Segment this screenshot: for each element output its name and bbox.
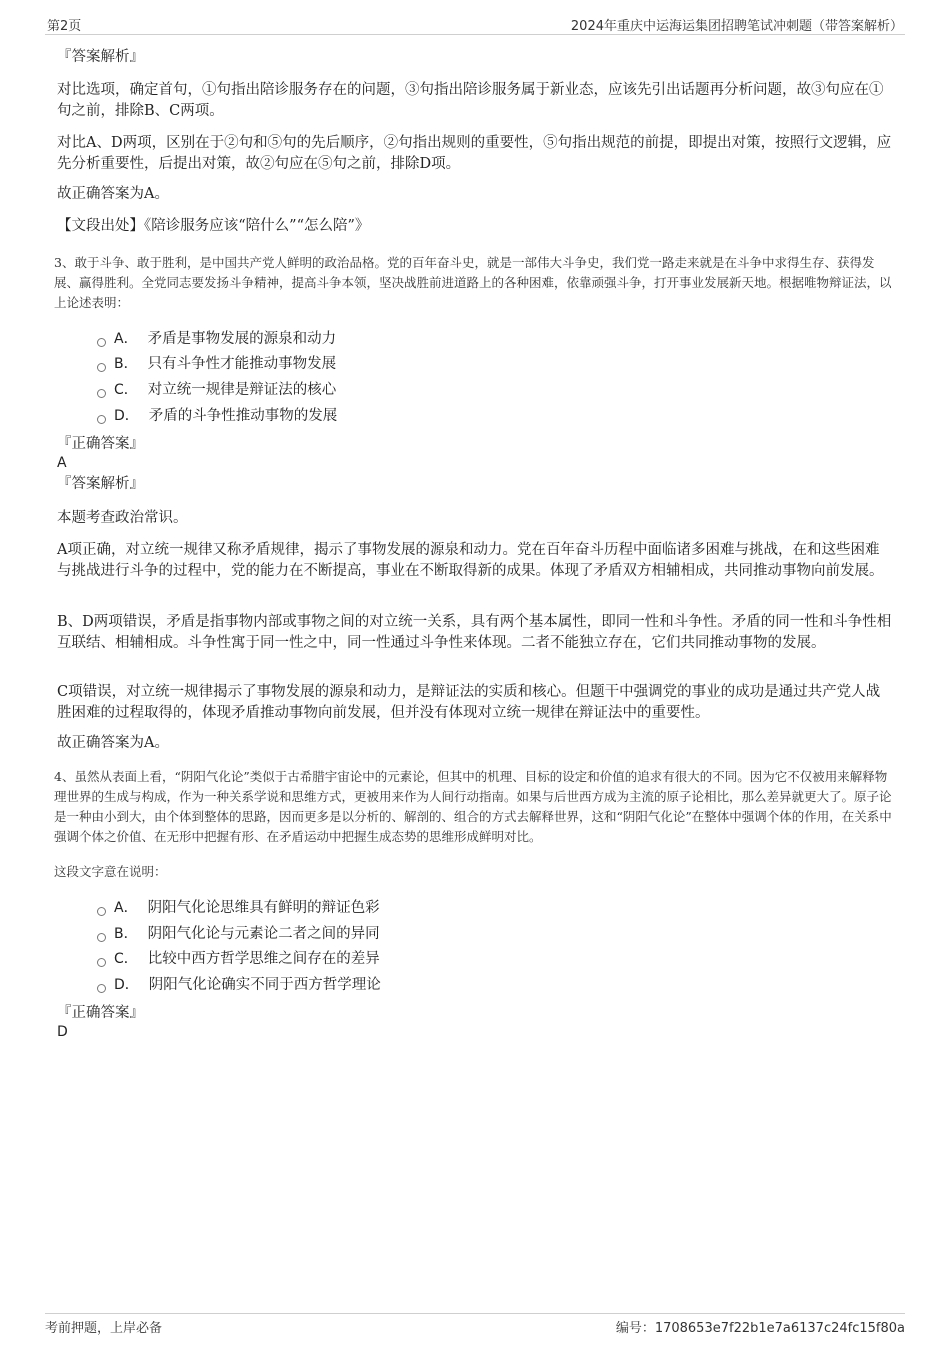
q2-analysis-para-2: 对比A、D两项，区别在于②句和⑤句的先后顺序，②句指出规则的重要性，⑤句指出规范的前提，即提出对策，按照行文逻辑，应先分析重要性，后提出对策，故②句应在⑤句之前，排除D项。: [57, 135, 892, 172]
q3-option-b[interactable]: B． 只有斗争性才能推动事物发展: [97, 353, 336, 375]
q4-stem: 4、虽然从表面上看，“阴阳气化论”类似于古希腊宇宙论中的元素论，但其中的机理、目标的设定和价值的追求有很大的不同。因为它不仅被用来解释物理世界的生成与构成，作为一种关系学说和思维方式，更被用来作为人间行动指南。如果与后世西方成为主流的原子论相比，那么差异就更大了。原子论是一种由小到大，由个体到整体的思路，因而更多是以分析的、解剖的、组合的方式去解释世界，这和“阴阳气化论”在整体中强调个体的作用，在关系中强调个体之价值、在无形中把握有形、在矛盾运动中把握生成态势的思维形成鲜明对比。: [54, 769, 892, 844]
q3-option-c[interactable]: C． 对立统一规律是辩证法的核心: [97, 379, 336, 401]
q3-stem: 3、敢于斗争、敢于胜利，是中国共产党人鲜明的政治品格。党的百年奋斗史，就是一部伟大斗争史，我们党一路走来就是在斗争中求得生存、获得发展、赢得胜利。全党同志要发扬斗争精神，提高斗争本领，坚决战胜前进道路上的各种困难，依靠顽强斗争，打开事业发展新天地。根据唯物辩证法，以上论述表明：: [54, 255, 892, 310]
q4-option-a[interactable]: A． 阴阳气化论思维具有鲜明的辩证色彩: [97, 897, 380, 919]
q4-option-b[interactable]: B． 阴阳气化论与元素论二者之间的异同: [97, 923, 380, 945]
page-number: 第2页: [47, 19, 82, 34]
option-text: 对立统一规律是辩证法的核心: [147, 382, 337, 398]
q2-analysis-para-1: 对比选项，确定首句，①句指出陪诊服务存在的问题，③句指出陪诊服务属于新业态，应该先引出话题再分析问题，故③句应在①句之前，排除B、C两项。: [57, 82, 884, 119]
footer-slogan: 考前押题，上岸必备: [45, 1321, 163, 1336]
radio-button-icon[interactable]: [97, 415, 106, 424]
option-text: 阴阳气化论与元素论二者之间的异同: [147, 926, 380, 942]
option-text: 矛盾是事物发展的源泉和动力: [147, 331, 337, 347]
option-text: 阴阳气化论确实不同于西方哲学理论: [148, 977, 381, 993]
radio-button-icon[interactable]: [97, 958, 106, 967]
radio-button-icon[interactable]: [97, 933, 106, 942]
q3-option-a[interactable]: A． 矛盾是事物发展的源泉和动力: [97, 328, 336, 350]
q4-option-c[interactable]: C． 比较中西方哲学思维之间存在的差异: [97, 948, 380, 970]
radio-button-icon[interactable]: [97, 389, 106, 398]
q3-analysis-p3: B、D两项错误，矛盾是指事物内部或事物之间的对立统一关系，具有两个基本属性，即同一性和斗争性。矛盾的同一性和斗争性相互联结、相辅相成。斗争性寓于同一性之中，同一性通过斗争性来体现。二者不能独立存在，它们共同推动事物的发展。: [57, 614, 892, 651]
q3-conclusion: 故正确答案为A。: [57, 735, 169, 751]
option-text: 矛盾的斗争性推动事物的发展: [148, 408, 338, 424]
document-title: 2024年重庆中运海运集团招聘笔试冲刺题（带答案解析）: [570, 19, 903, 34]
q2-conclusion: 故正确答案为A。: [57, 186, 169, 202]
option-text: 阴阳气化论思维具有鲜明的辩证色彩: [147, 900, 380, 916]
radio-button-icon[interactable]: [97, 338, 106, 347]
q2-source: 【文段出处】《陪诊服务应该“陪什么”“怎么陪”》: [57, 218, 370, 234]
q3-answer: A: [57, 455, 67, 471]
q3-analysis-p4: C项错误，对立统一规律揭示了事物发展的源泉和动力，是辩证法的实质和核心。但题干中强调党的事业的成功是通过共产党人战胜困难的过程取得的，体现矛盾推动事物向前发展，但并没有体现对立统一规律在辩证法中的重要性。: [57, 684, 881, 721]
q4-prompt: 这段文字意在说明：: [54, 864, 167, 879]
q3-analysis-label: 『答案解析』: [57, 476, 144, 492]
page-header: [45, 12, 905, 35]
radio-button-icon[interactable]: [97, 907, 106, 916]
q3-answer-label: 『正确答案』: [57, 436, 144, 452]
q4-option-d[interactable]: D． 阴阳气化论确实不同于西方哲学理论: [97, 974, 381, 996]
q3-analysis-p1: 本题考查政治常识。: [57, 510, 188, 526]
option-text: 只有斗争性才能推动事物发展: [147, 356, 337, 372]
document-id: 编号：1708653e7f22b1e7a6137c24fc15f80a: [615, 1321, 905, 1336]
radio-button-icon[interactable]: [97, 984, 106, 993]
option-text: 比较中西方哲学思维之间存在的差异: [147, 951, 380, 967]
q3-option-d[interactable]: D． 矛盾的斗争性推动事物的发展: [97, 405, 337, 427]
q2-analysis-label: 『答案解析』: [57, 49, 144, 65]
q3-analysis-p2: A项正确，对立统一规律又称矛盾规律，揭示了事物发展的源泉和动力。党在百年奋斗历程中面临诸多困难与挑战，在和这些困难与挑战进行斗争的过程中，党的能力在不断提高，事业在不断取得新的成果。体现了矛盾双方相辅相成，共同推动事物向前发展。: [57, 542, 884, 579]
page-footer: [45, 1313, 905, 1336]
radio-button-icon[interactable]: [97, 363, 106, 372]
q4-answer-label: 『正确答案』: [57, 1005, 144, 1021]
q4-answer: D: [57, 1024, 68, 1040]
